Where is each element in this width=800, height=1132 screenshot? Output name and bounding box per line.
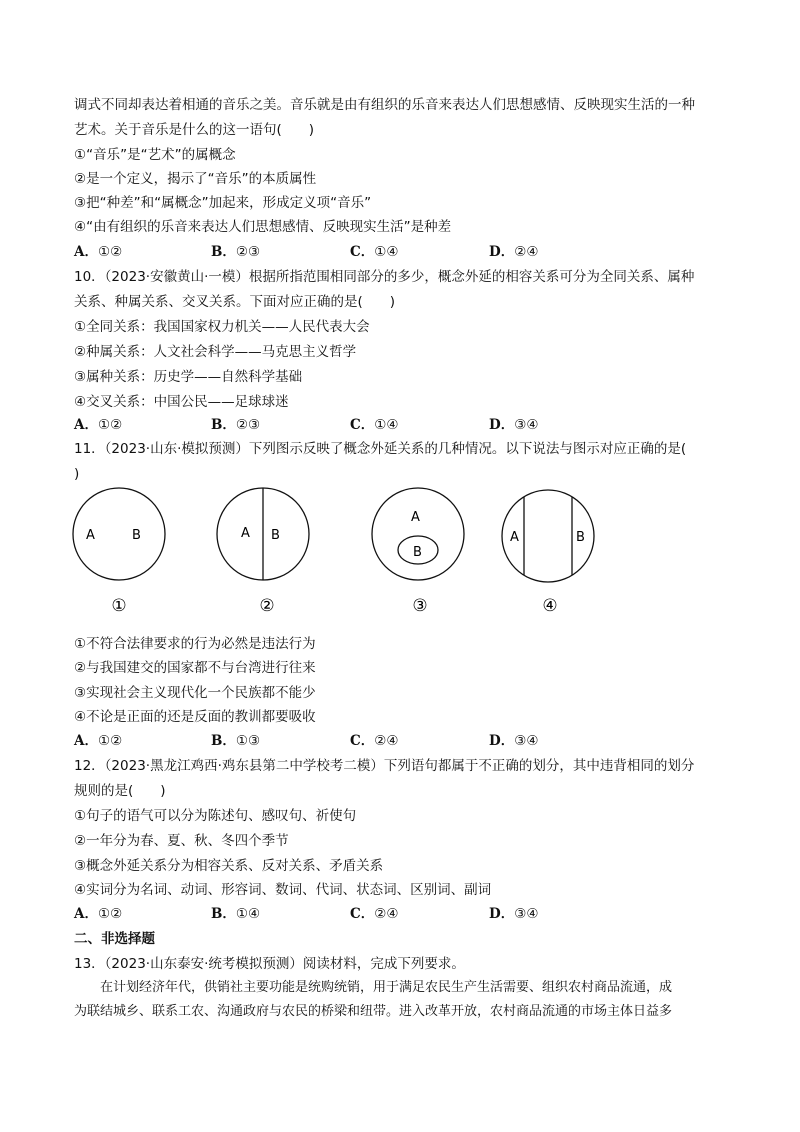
option-text: ③④ — [514, 906, 539, 922]
diagram-1-label-b: B — [132, 528, 141, 543]
option-letter: A． — [74, 906, 98, 922]
diagram-3-circle — [372, 488, 464, 580]
diagram-4-caption: ④ — [542, 596, 558, 616]
option-text: ②④ — [374, 906, 399, 922]
diagram-1 — [73, 488, 165, 616]
option-letter: A． — [74, 733, 98, 749]
option-letter: A． — [74, 417, 98, 433]
q12-statement-3: ③概念外延关系分为相容关系、反对关系、矛盾关系 — [74, 858, 384, 874]
q11-stem-line2: ) — [74, 466, 80, 482]
q11-statement-1: ①不符合法律要求的行为必然是违法行为 — [74, 636, 316, 652]
q9-statement-3: ③把“种差”和“属概念”加起来，形成定义项“音乐” — [74, 195, 372, 211]
diagram-1-caption: ① — [111, 596, 127, 616]
q12-statement-1: ①句子的语气可以分为陈述句、感叹句、祈使句 — [74, 808, 357, 824]
q11-statement-4: ④不论是正面的还是反面的教训都要吸收 — [74, 709, 316, 725]
q11-option-c[interactable] — [350, 732, 398, 750]
q11-statement-3: ③实现社会主义现代化一个民族都不能少 — [74, 685, 316, 701]
q11-option-b[interactable] — [211, 732, 260, 750]
q12-statement-2: ②一年分为春、夏、秋、冬四个季节 — [74, 833, 289, 849]
diagram-3-label-b: B — [413, 545, 422, 560]
option-letter: B． — [211, 733, 236, 749]
option-text: ①② — [97, 733, 123, 749]
diagram-2 — [217, 488, 309, 616]
q10-stem-line1: 10．（2023·安徽黄山·一模）根据所指范围相同部分的多少，概念外延的相容关系可分为全同关系、属种 — [74, 269, 695, 285]
q12-option-a[interactable] — [74, 905, 122, 923]
diagram-4-label-b: B — [576, 530, 585, 545]
option-text: ①② — [97, 244, 123, 260]
diagram-3 — [372, 488, 464, 616]
option-letter: B． — [211, 244, 236, 260]
q9-statement-2: ②是一个定义，揭示了“音乐”的本质属性 — [74, 171, 317, 187]
q11-stem-line1: 11．（2023·山东·模拟预测）下列图示反映了概念外延关系的几种情况。以下说法与图示对应正确的是( — [74, 441, 687, 457]
q10-statement-4: ④交叉关系：中国公民——足球球迷 — [74, 394, 289, 410]
option-letter: B． — [211, 906, 236, 922]
option-text: ②③ — [235, 244, 261, 260]
q11-statement-2: ②与我国建交的国家都不与台湾进行往来 — [74, 660, 316, 676]
option-letter: B． — [211, 417, 236, 433]
q10-stem-line2: 关系、种属关系、交叉关系。下面对应正确的是( ) — [74, 294, 396, 310]
q12-stem-line2: 规则的是( ) — [74, 783, 166, 799]
q11-option-d[interactable] — [489, 732, 538, 750]
option-letter: C． — [350, 733, 375, 749]
option-letter: D． — [489, 417, 515, 433]
q13-material-line2: 为联结城乡、联系工农、沟通政府与农民的桥梁和纽带。进入改革开放，农村商品流通的市场主体日益多 — [74, 1004, 673, 1019]
option-letter: D． — [489, 244, 515, 260]
q13-material-line1: 在计划经济年代，供销社主要功能是统购统销，用于满足农民生产生活需要、组织农村商品流通，成 — [100, 980, 673, 995]
option-letter: D． — [489, 733, 515, 749]
q12-option-c[interactable] — [350, 905, 398, 923]
option-letter: D． — [489, 906, 515, 922]
option-text: ①④ — [374, 417, 399, 433]
option-letter: C． — [350, 906, 375, 922]
q9-stem-line1: 调式不同却表达着相通的音乐之美。音乐就是由有组织的乐音来表达人们思想感情、反映现实生活的一种 — [74, 97, 695, 113]
diagram-1-label-a: A — [86, 528, 95, 543]
diagram-2-caption: ② — [259, 596, 275, 616]
q9-statement-4: ④“由有组织的乐音来表达人们思想感情、反映现实生活”是种差 — [74, 219, 452, 235]
option-text: ①③ — [235, 733, 261, 749]
option-text: ①④ — [374, 244, 399, 260]
diagram-3-label-a: A — [411, 510, 420, 525]
q10-statement-3: ③属种关系：历史学——自然科学基础 — [74, 369, 303, 385]
option-letter: A． — [74, 244, 98, 260]
diagram-2-label-b: B — [271, 528, 280, 543]
q10-statement-1: ①全同关系：我国国家权力机关——人民代表大会 — [74, 319, 370, 335]
q10-statement-2: ②种属关系：人文社会科学——马克思主义哲学 — [74, 344, 357, 360]
option-text: ②③ — [235, 417, 261, 433]
option-text: ①④ — [235, 906, 261, 922]
q12-option-b[interactable] — [211, 905, 260, 923]
option-text: ②④ — [514, 244, 539, 260]
option-text: ②④ — [374, 733, 399, 749]
q12-option-d[interactable] — [489, 905, 538, 923]
option-text: ③④ — [514, 417, 539, 433]
option-text: ③④ — [514, 733, 539, 749]
q13-stem-line1: 13．（2023·山东泰安·统考模拟预测）阅读材料，完成下列要求。 — [74, 956, 465, 972]
q12-stem-line1: 12．（2023·黑龙江鸡西·鸡东县第二中学校考二模）下列语句都属于不正确的划分，其中违背相同的划分 — [74, 758, 695, 774]
diagram-2-label-a: A — [241, 526, 250, 541]
q9-stem-line2: 艺术。关于音乐是什么的这一语句( ) — [74, 122, 315, 138]
diagram-3-caption: ③ — [412, 596, 428, 616]
diagram-4 — [502, 490, 594, 616]
option-text: ①② — [97, 906, 123, 922]
q12-statement-4: ④实词分为名词、动词、形容词、数词、代词、状态词、区别词、副词 — [74, 882, 492, 898]
q9-statement-1: ①“音乐”是“艺术”的属概念 — [74, 147, 236, 163]
section-title-nonchoice: 二、非选择题 — [74, 931, 155, 947]
option-letter: C． — [350, 417, 375, 433]
q11-option-a[interactable] — [74, 732, 122, 750]
diagram-4-label-a: A — [510, 530, 519, 545]
option-text: ①② — [97, 417, 123, 433]
option-letter: C． — [350, 244, 375, 260]
